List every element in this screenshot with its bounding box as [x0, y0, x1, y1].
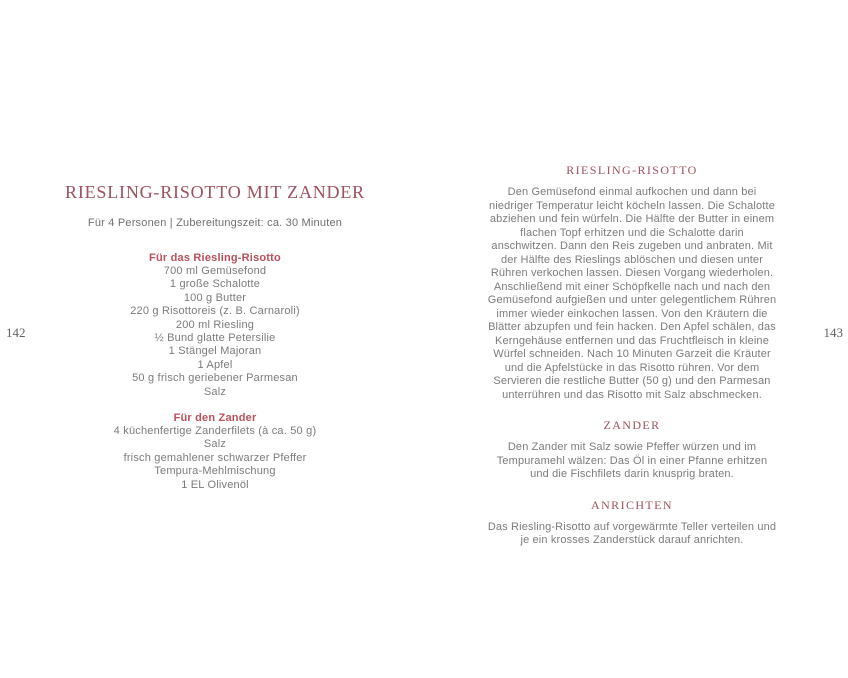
ingredient-item: Tempura-Mehlmischung: [154, 465, 276, 478]
method-section-zander: [487, 418, 777, 482]
ingredient-item: 4 küchenfertige Zanderfilets (à ca. 50 g): [113, 425, 317, 438]
recipe-serving-info: Für 4 Personen | Zubereitungszeit: ca. 30 Minuten: [87, 217, 343, 229]
method-heading: RIESLING-RISOTTO: [566, 163, 698, 177]
ingredient-item: 1 EL Olivenöl: [181, 478, 249, 491]
method-heading: ZANDER: [603, 418, 661, 432]
ingredient-item: 220 g Risottoreis (z. B. Carnaroli): [130, 305, 300, 318]
ingredient-item: Salz: [203, 385, 227, 398]
ingredient-section-risotto: [63, 252, 367, 399]
method-heading: ANRICHTEN: [591, 497, 673, 512]
recipe-right-page: [487, 163, 777, 548]
ingredient-item: 50 g frisch geriebener Parmesan: [132, 372, 298, 385]
recipe-title: RIESLING-RISOTTO MIT ZANDER: [65, 182, 365, 202]
ingredient-item: 1 große Schalotte: [169, 278, 261, 291]
ingredient-list-risotto: [63, 265, 367, 399]
ingredient-heading: Für den Zander: [173, 412, 257, 425]
ingredient-heading: Für das Riesling-Risotto: [149, 252, 281, 264]
method-text: Das Riesling-Risotto auf vorgewärmte Teller verteilen und je ein krosses Zanderstück darauf anrichten.: [487, 520, 777, 546]
ingredient-item: frisch gemahlener schwarzer Pfeffer: [123, 451, 307, 464]
method-text: Den Zander mit Salz sowie Pfeffer würzen und im Tempuramehl wälzen: Das Öl in einer Pfanne erhitzen und die Fischfilets darin knusprig braten.: [496, 441, 768, 480]
ingredient-list-zander: [63, 425, 367, 492]
ingredient-item: 100 g Butter: [183, 291, 247, 304]
ingredient-item: 200 ml Riesling: [175, 318, 255, 331]
ingredient-item: Salz: [203, 438, 227, 451]
method-section-risotto: [487, 163, 777, 402]
ingredient-item: ½ Bund glatte Petersilie: [154, 332, 276, 345]
method-text: Den Gemüsefond einmal aufkochen und dann bei niedriger Temperatur leicht köcheln lassen. Die Schalotte abziehen und fein würfeln. Die Hälfte der Butter in einem flachen Topf erhitzen und die Schalotte darin anschwitzen. Dann den Reis zugeben und anbraten. Mit der Hälfte des Rieslings ablöschen und diesen unter Rühren verkochen lassen. Diesen Vorgang wiederholen. Anschließend mit einer Schöpfkelle nach und nach den Gemüsefond aufgießen und unter gelegentlichem Rühren immer wieder einkochen lassen. Von den Kräutern die Blätter abzupfen und fein hacken. Den Apfel schälen, das Kerngehäuse entfernen und das Fruchtfleisch in kleine Würfel schneiden. Nach 10 Minuten Garzeit die Kräuter und die Apfelstücke in das Risotto rühren. Vor dem Servieren die restliche Butter (50 g) und den Parmesan unterrühren und das Risotto mit Salz abschmecken.: [487, 186, 777, 401]
method-section-anrichten: [487, 498, 777, 548]
recipe-left-page: [63, 182, 367, 502]
page-number-left: 142: [6, 325, 26, 340]
ingredient-section-zander: [63, 412, 367, 492]
ingredient-item: 1 Apfel: [197, 358, 233, 371]
ingredient-item: 1 Stängel Majoran: [168, 345, 262, 358]
page-number-right: 143: [823, 325, 843, 340]
ingredient-item: 700 ml Gemüsefond: [163, 265, 267, 277]
